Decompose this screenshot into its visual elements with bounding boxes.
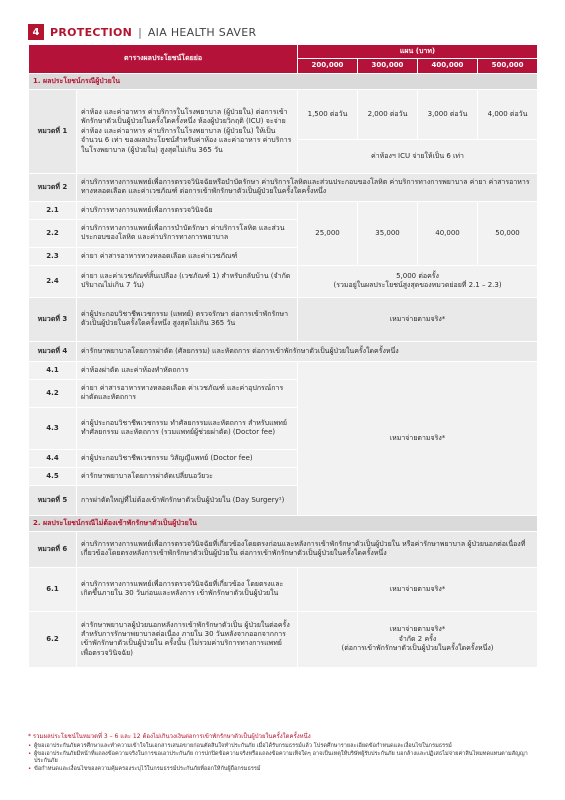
- item-4-2-desc: ค่ายา ค่าสารอาหารทางหลอดเลือด ค่าเวชภัณฑ์ และค่าอุปกรณ์การผ่าตัดและหัตถการ: [77, 379, 298, 407]
- item-6-2-value-line2: จำกัด 2 ครั้ง: [398, 634, 437, 643]
- item-2-3-desc: ค่ายา ค่าสารอาหารทางหลอดเลือด และค่าเวชภัณฑ์: [77, 247, 298, 265]
- cat1-value-500000: 4,000 ต่อวัน: [478, 89, 538, 139]
- section-title: PROTECTION: [50, 25, 133, 39]
- category-3-label: หมวดที่ 3: [29, 297, 77, 341]
- category-3-desc: ค่าผู้ประกอบวิชาชีพเวชกรรม (แพทย์) ตรวจรักษา ต่อการเข้าพักรักษาตัวเป็นผู้ป่วยในครั้งใดครั้งหนึ่ง สูงสุดไม่เกิน 365 วัน: [77, 297, 298, 341]
- item-2-2-no: 2.2: [29, 219, 77, 247]
- category-6-label: หมวดที่ 6: [29, 531, 77, 567]
- cat1-icu-note: ค่าห้องฯ ICU จ่ายให้เป็น 6 เท่า: [298, 139, 538, 173]
- category-5-desc: การผ่าตัดใหญ่ที่ไม่ต้องเข้าพักรักษาตัวเป็นผู้ป่วยใน (Day Surgery¹): [77, 485, 298, 515]
- plan-header: แผน (บาท): [298, 45, 538, 59]
- item-4-5-no: 4.5: [29, 467, 77, 485]
- section-inpatient: 1. ผลประโยชน์กรณีผู้ป่วยใน: [29, 73, 538, 89]
- footnote-bullet-text: ผู้ขอเอาประกันภัยควรศึกษาและทำความเข้าใจในเอกสารเสนอขายก่อนตัดสินใจทำประกันภัย เมื่อได้รับกรมธรรม์แล้ว โปรดศึกษารายละเอียดข้อกำหนดและเงื่อนไขในกรมธรรม์: [34, 743, 452, 750]
- benefit-table: [28, 44, 538, 668]
- product-name: AIA HEALTH SAVER: [147, 25, 257, 39]
- cat3-value: เหมาจ่ายตามจริง*: [298, 297, 538, 341]
- item-2-4-desc: ค่ายา และค่าเวชภัณฑ์สิ้นเปลือง (เวชภัณฑ์ 1) สำหรับกลับบ้าน (จำกัดปริมาณไม่เกิน 7 วัน): [77, 265, 298, 297]
- item-6-2-desc: ค่ารักษาพยาบาลผู้ป่วยนอกหลังการเข้าพักรักษาตัวเป็น ผู้ป่วยในต่อครั้ง สำหรับการรักษาพยาบาลต่อเนื่อง ภายใน 30 วันหลังจากออกจากการเข้าพักรักษาตัวเป็นผู้ป่วยใน ครั้งนั้น (ไม่รวมค่าบริการทางการแพทย์เพื่อตรวจวินิจฉัย): [77, 611, 298, 667]
- item-6-2-no: 6.2: [29, 611, 77, 667]
- cat2-value-200000: 25,000: [298, 201, 358, 265]
- cat1-value-400000: 3,000 ต่อวัน: [418, 89, 478, 139]
- item-6-1-desc: ค่าบริการทางการแพทย์เพื่อการตรวจวินิจฉัยที่เกี่ยวข้อง โดยตรงและเกิดขึ้นภายใน 30 วันก่อนและหลังการ เข้าพักรักษาตัวเป็นผู้ป่วยใน: [77, 567, 298, 611]
- cat1-value-300000: 2,000 ต่อวัน: [358, 89, 418, 139]
- category-1-label: หมวดที่ 1: [29, 89, 77, 173]
- item-4-1-no: 4.1: [29, 361, 77, 379]
- item-4-3-no: 4.3: [29, 407, 77, 449]
- plan-400000: 400,000: [418, 59, 478, 73]
- item-2-2-desc: ค่าบริการทางการแพทย์เพื่อการบำบัดรักษา ค่าบริการโลหิต และส่วนประกอบของโลหิต และค่าบริการทางการพยาบาล: [77, 219, 298, 247]
- item-2-4-amount: 5,000 ต่อครั้ง: [396, 271, 439, 280]
- item-4-3-desc: ค่าผู้ประกอบวิชาชีพเวชกรรม ทำศัลยกรรมและหัตถการ สำหรับแพทย์ทำศัลยกรรม และหัตถการ (รวมแพทย์ผู้ช่วยผ่าตัด) (Doctor fee): [77, 407, 298, 449]
- footnote-bullet-text: ข้อกำหนดและเงื่อนไขของความคุ้มครองระบุไว้ในกรมธรรม์ประกันภัยที่ออกให้กับผู้ถือกรมธรรม์: [34, 766, 261, 773]
- item-2-4-note: (รวมอยู่ในผลประโยชน์สูงสุดของหมวดย่อยที่ 2.1 – 2.3): [333, 281, 502, 290]
- footnote-bullet: [28, 751, 537, 766]
- item-6-2-value-line3: (ต่อการเข้าพักรักษาตัวเป็นผู้ป่วยในครั้งใดครั้งหนึ่ง): [341, 644, 494, 653]
- item-4-1-desc: ค่าห้องผ่าตัด และค่าห้องทำหัตถการ: [77, 361, 298, 379]
- cat2-value-500000: 50,000: [478, 201, 538, 265]
- item-6-1-value: เหมาจ่ายตามจริง*: [298, 567, 538, 611]
- item-4-4-no: 4.4: [29, 449, 77, 467]
- cat2-value-300000: 35,000: [358, 201, 418, 265]
- section-number-badge: 4: [28, 24, 44, 40]
- item-2-1-no: 2.1: [29, 201, 77, 219]
- footnote-bullet-text: ผู้ขอเอาประกันภัยมีหน้าที่แถลงข้อความจริงในการขอเอาประกันภัย การปกปิดข้อความจริงหรือแถลงข้อความเท็จใดๆ อาจเป็นเหตุให้บริษัทผู้รับประกันภัย บอกล้างและปฏิเสธไม่จ่ายค่าสินไหมทดแทนตามสัญญาประกันภัย: [34, 750, 528, 765]
- page-header: [28, 24, 256, 40]
- item-2-3-no: 2.3: [29, 247, 77, 265]
- item-4-5-desc: ค่ารักษาพยาบาลโดยการผ่าตัดเปลี่ยนอวัยวะ: [77, 467, 298, 485]
- category-4-desc: ค่ารักษาพยาบาลโดยการผ่าตัด (ศัลยกรรม) และหัตถการ ต่อการเข้าพักรักษาตัวเป็นผู้ป่วยในครั้งใดครั้งหนึ่ง: [77, 341, 538, 361]
- cat2-value-400000: 40,000: [418, 201, 478, 265]
- bullet-dot-icon: •: [28, 766, 32, 773]
- footnote-star: * รวมผลประโยชน์ในหมวดที่ 3 – 6 และ 12 ต้องไม่เกินวงเงินต่อการเข้าพักรักษาตัวเป็นผู้ป่วยในครั้งใดครั้งหนึ่ง: [28, 733, 311, 740]
- bullet-dot-icon: •: [28, 743, 32, 750]
- category-2-desc: ค่าบริการทางการแพทย์เพื่อการตรวจวินิจฉัยหรือบำบัดรักษา ค่าบริการโลหิตและส่วนประกอบของโลหิต ค่าบริการทางการพยาบาล ค่ายา ค่าสารอาหารทางหลอดเลือด และค่าเวชภัณฑ์ ต่อการเข้าพักรักษาตัวเป็นผู้ป่วยในครั้งใดครั้งหนึ่ง: [77, 173, 538, 201]
- item-4-4-desc: ค่าผู้ประกอบวิชาชีพเวชกรรม วิสัญญีแพทย์ (Doctor fee): [77, 449, 298, 467]
- plan-200000: 200,000: [298, 59, 358, 73]
- item-2-1-desc: ค่าบริการทางการแพทย์เพื่อการตรวจวินิจฉัย: [77, 201, 298, 219]
- item-2-4-value: [298, 265, 538, 297]
- plan-500000: 500,000: [478, 59, 538, 73]
- footnotes: [28, 733, 537, 774]
- item-2-4-no: 2.4: [29, 265, 77, 297]
- cat1-value-200000: 1,500 ต่อวัน: [298, 89, 358, 139]
- category-1-desc: ค่าห้อง และค่าอาหาร ค่าบริการในโรงพยาบาล (ผู้ป่วยใน) ต่อการเข้าพักรักษาตัวเป็นผู้ป่วยในครั้งใดครั้งหนึ่ง ห้องผู้ป่วยวิกฤติ (ICU) จะจ่ายค่าห้อง และค่าอาหาร ค่าบริการในโรงพยาบาล (ผู้ป่วยใน) ให้เป็นจำนวน 6 เท่า ของผลประโยชน์สำหรับค่าห้อง และค่าอาหาร ค่าบริการ ในโรงพยาบาล (ผู้ป่วยใน) สูงสุดไม่เกิน 365 วัน: [77, 89, 298, 173]
- category-4-label: หมวดที่ 4: [29, 341, 77, 361]
- item-6-2-value: [298, 611, 538, 667]
- item-6-2-value-line1: เหมาจ่ายตามจริง*: [389, 625, 446, 634]
- category-5-label: หมวดที่ 5: [29, 485, 77, 515]
- item-6-1-no: 6.1: [29, 567, 77, 611]
- section-outpatient: 2. ผลประโยชน์กรณีไม่ต้องเข้าพักรักษาตัวเป็นผู้ป่วยใน: [29, 515, 538, 531]
- category-2-label: หมวดที่ 2: [29, 173, 77, 201]
- footnote-bullet: [28, 743, 537, 751]
- bullet-dot-icon: •: [28, 750, 32, 757]
- footnote-bullet: [28, 766, 537, 774]
- table-head-summary: ตารางผลประโยชน์โดยย่อ: [29, 45, 298, 74]
- item-4-2-no: 4.2: [29, 379, 77, 407]
- category-6-desc: ค่าบริการทางการแพทย์เพื่อการตรวจวินิจฉัยที่เกี่ยวข้องโดยตรงก่อนและหลังการเข้าพักรักษาตัวเป็นผู้ป่วยใน หรือค่ารักษาพยาบาล ผู้ป่วยนอกต่อเนื่องที่เกี่ยวข้องโดยตรงหลังการเข้าพักรักษาตัวเป็นผู้ป่วยใน ต่อการเข้าพักรักษาตัวเป็นผู้ป่วยในครั้งใดครั้งหนึ่ง: [77, 531, 538, 567]
- cat4-5-value: เหมาจ่ายตามจริง*: [298, 361, 538, 515]
- title-separator: |: [138, 25, 142, 39]
- plan-300000: 300,000: [358, 59, 418, 73]
